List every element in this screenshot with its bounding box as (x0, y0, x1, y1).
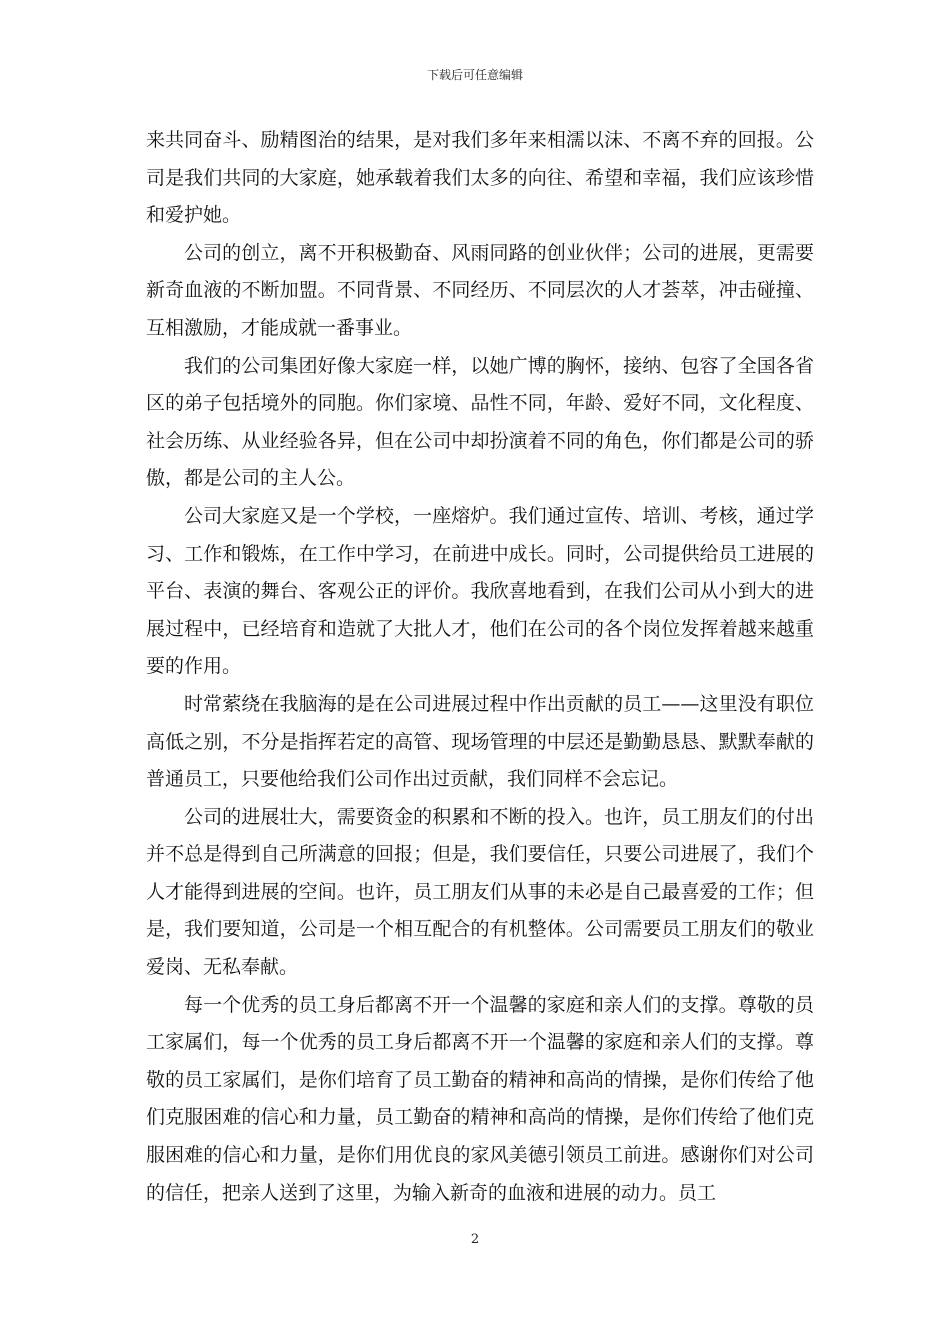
document-body (146, 122, 814, 1212)
page-number: 2 (470, 1232, 480, 1247)
paragraph: 公司大家庭又是一个学校，一座熔炉。我们通过宣传、培训、考核，通过学习、工作和锻炼，在工作中学习，在前进中成长。同时，公司提供给员工进展的平台、表演的舞台、客观公正的评价。我欣喜地看到，在我们公司从小到大的进展过程中，已经培育和造就了大批人才，他们在公司的各个岗位发挥着越来越重要的作用。 (146, 504, 814, 678)
paragraph: 公司的创立，离不开积极勤奋、风雨同路的创业伙伴；公司的进展，更需要新奇血液的不断加盟。不同背景、不同经历、不同层次的人才荟萃，冲击碰撞、互相激励，才能成就一番事业。 (146, 241, 814, 339)
paragraph: 公司的进展壮大，需要资金的积累和不断的投入。也许，员工朋友们的付出并不总是得到自己所满意的回报；但是，我们要信任，只要公司进展了，我们个人才能得到进展的空间。也许，员工朋友们从事的未必是自己最喜爱的工作；但是，我们要知道，公司是一个相互配合的有机整体。公司需要员工朋友们的敬业爱岗、无私奉献。 (146, 805, 814, 979)
page-header: 下载后可任意编辑 (426, 68, 523, 82)
paragraph: 来共同奋斗、励精图治的结果，是对我们多年来相濡以沫、不离不弃的回报。公司是我们共同的大家庭，她承载着我们太多的向往、希望和幸福，我们应该珍惜和爱护她。 (146, 129, 814, 227)
paragraph: 我们的公司集团好像大家庭一样，以她广博的胸怀，接纳、包容了全国各省区的弟子包括境外的同胞。你们家境、品性不同，年龄、爱好不同，文化程度、社会历练、从业经验各异，但在公司中却扮演着不同的角色，你们都是公司的骄傲，都是公司的主人公。 (146, 354, 814, 490)
paragraph: 时常萦绕在我脑海的是在公司进展过程中作出贡献的员工——这里没有职位高低之别，不分是指挥若定的高管、现场管理的中层还是勤勤恳恳、默默奉献的普通员工，只要他给我们公司作出过贡献，我们同样不会忘记。 (146, 692, 814, 791)
paragraph: 每一个优秀的员工身后都离不开一个温馨的家庭和亲人们的支撑。尊敬的员工家属们，每一个优秀的员工身后都离不开一个温馨的家庭和亲人们的支撑。尊敬的员工家属们，是你们培育了员工勤奋的精神和高尚的情操，是你们传给了他们克服困难的信心和力量，员工勤奋的精神和高尚的情操，是你们传给了他们克服困难的信心和力量，是你们用优良的家风美德引领员工前进。感谢你们对公司的信任，把亲人送到了这里，为输入新奇的血液和进展的动力。员工 (146, 993, 814, 1204)
